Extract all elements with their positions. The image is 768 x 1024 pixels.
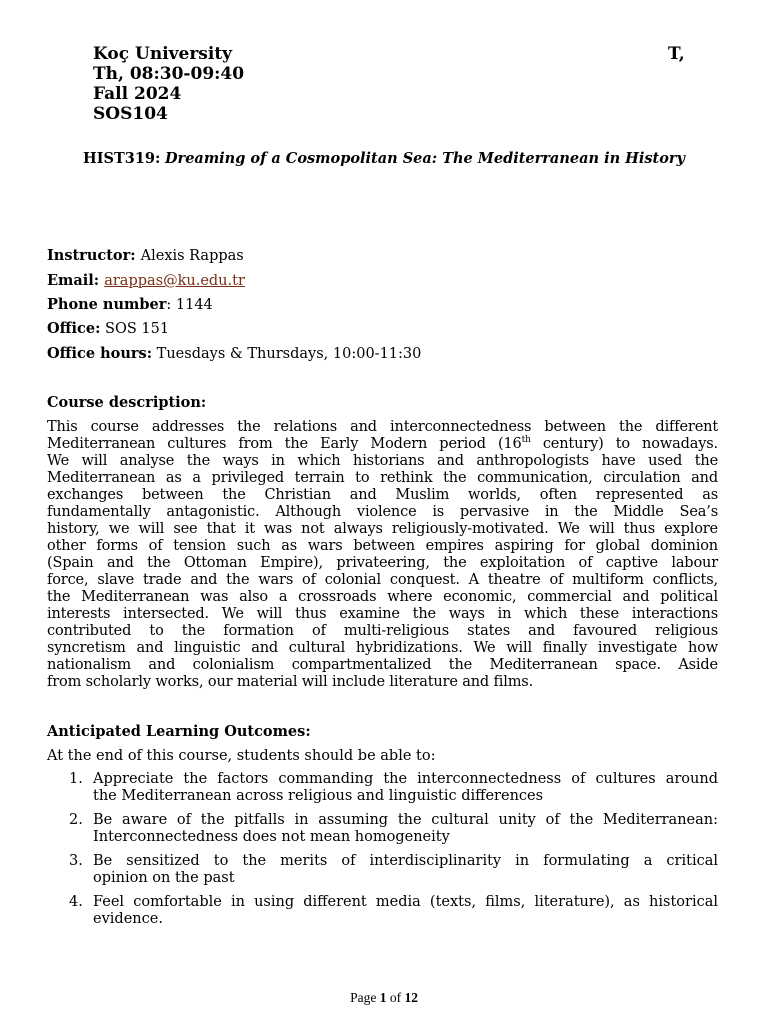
outcome-line: Feel comfortable in using different media (texts, films, literature), as historical xyxy=(93,894,718,910)
instructor-line xyxy=(47,247,244,265)
course-name: Dreaming of a Cosmopolitan Sea: The Mediterranean in History xyxy=(164,150,685,167)
list-item xyxy=(47,812,718,846)
outcome-line: opinion on the past xyxy=(93,870,235,886)
description-line: interests intersected. We will thus examine the ways in which these interactions xyxy=(47,606,718,622)
email-link[interactable]: arappas@ku.edu.tr xyxy=(104,273,245,289)
list-item xyxy=(47,853,718,887)
description-line: This course addresses the relations and interconnectedness between the different xyxy=(47,419,718,435)
list-number: 3. xyxy=(69,853,83,869)
list-item xyxy=(47,771,718,805)
room: SOS104 xyxy=(93,104,168,124)
page-footer xyxy=(0,990,768,1006)
description-line: We will analyse the ways in which historians and anthropologists have used the xyxy=(47,453,718,469)
phone-label: Phone number xyxy=(47,296,167,313)
outcome-line: Be sensitized to the merits of interdisciplinarity in formulating a critical xyxy=(93,853,718,869)
description-heading: Course description: xyxy=(47,394,207,411)
description-line: contributed to the formation of multi-religious states and favoured religious xyxy=(47,623,718,639)
page-number: 1 xyxy=(379,990,387,1005)
description-line: other forms of tension such as wars between empires aspiring for global dominion xyxy=(47,538,718,554)
instructor-label: Instructor xyxy=(47,247,131,264)
outcome-line: the Mediterranean across religious and linguistic differences xyxy=(93,788,544,804)
office-label: Office: xyxy=(47,320,101,337)
of-word: of xyxy=(386,990,405,1005)
outcome-line: evidence. xyxy=(93,911,163,927)
course-code: HIST319: xyxy=(83,150,161,167)
description-line: history, we will see that it was not always religiously-motivated. We will thus explore xyxy=(47,521,718,537)
page-word: Page xyxy=(350,990,380,1005)
description-line: from scholarly works, our material will include literature and films. xyxy=(47,674,534,690)
description-line: nationalism and colonialism compartmentalized the Mediterranean space. Aside xyxy=(47,657,718,673)
term: Fall 2024 xyxy=(93,84,182,104)
description-line: syncretism and linguistic and cultural hybridizations. We will finally investigate how xyxy=(47,640,718,656)
office-hours-line xyxy=(47,345,421,363)
university-name: Koç University xyxy=(93,44,233,64)
description-line: force, slave trade and the wars of colonial conquest. A theatre of multiform conflicts, xyxy=(47,572,718,588)
phone-sep: : xyxy=(166,297,176,313)
course-title xyxy=(0,150,768,168)
list-item xyxy=(47,894,718,928)
list-number: 4. xyxy=(69,894,83,910)
description-line: (Spain and the Ottoman Empire), privateering, the exploitation of captive labour xyxy=(47,555,718,571)
instructor-value: Alexis Rappas xyxy=(140,248,244,264)
office-value: SOS 151 xyxy=(100,321,170,337)
office-line xyxy=(47,320,169,338)
description-line: Mediterranean as a privileged terrain to rethink the communication, circulation and xyxy=(47,470,718,486)
office-hours-label: Office hours: xyxy=(47,345,153,362)
description-line: the Mediterranean was also a crossroads where economic, commercial and political xyxy=(47,589,718,605)
outcome-line: Be aware of the pitfalls in assuming the cultural unity of the Mediterranean: xyxy=(93,812,718,828)
phone-value: 1144 xyxy=(175,297,213,313)
phone-line xyxy=(47,296,213,314)
class-schedule: Th, 08:30-09:40 xyxy=(93,64,245,84)
outcomes-list xyxy=(47,771,718,935)
description-line: exchanges between the Christian and Muslim worlds, often represented as xyxy=(47,487,718,503)
description-body xyxy=(47,419,718,691)
outcomes-intro: At the end of this course, students should be able to: xyxy=(47,748,436,764)
office-hours-value: Tuesdays & Thursdays, 10:00-11:30 xyxy=(152,346,422,362)
description-line-2-start: Mediterranean cultures from the Early Modern period (16 xyxy=(47,436,522,452)
email-line xyxy=(47,272,245,290)
email-label: Email: xyxy=(47,272,105,289)
outcome-line: Appreciate the factors commanding the interconnectedness of cultures around xyxy=(93,771,718,787)
list-number: 1. xyxy=(69,771,83,787)
header-right-fragment: T, xyxy=(668,44,685,64)
outcome-line: Interconnectedness does not mean homogeneity xyxy=(93,829,450,845)
page-total: 12 xyxy=(404,990,418,1005)
outcomes-heading: Anticipated Learning Outcomes: xyxy=(47,723,311,740)
list-number: 2. xyxy=(69,812,83,828)
description-line-2-end: century) to nowadays. xyxy=(530,436,718,452)
description-line: fundamentally antagonistic. Although violence is pervasive in the Middle Sea’s xyxy=(47,504,718,520)
description-line xyxy=(47,436,718,453)
instructor-sep: : xyxy=(130,247,141,264)
ordinal-suffix: th xyxy=(521,435,531,446)
